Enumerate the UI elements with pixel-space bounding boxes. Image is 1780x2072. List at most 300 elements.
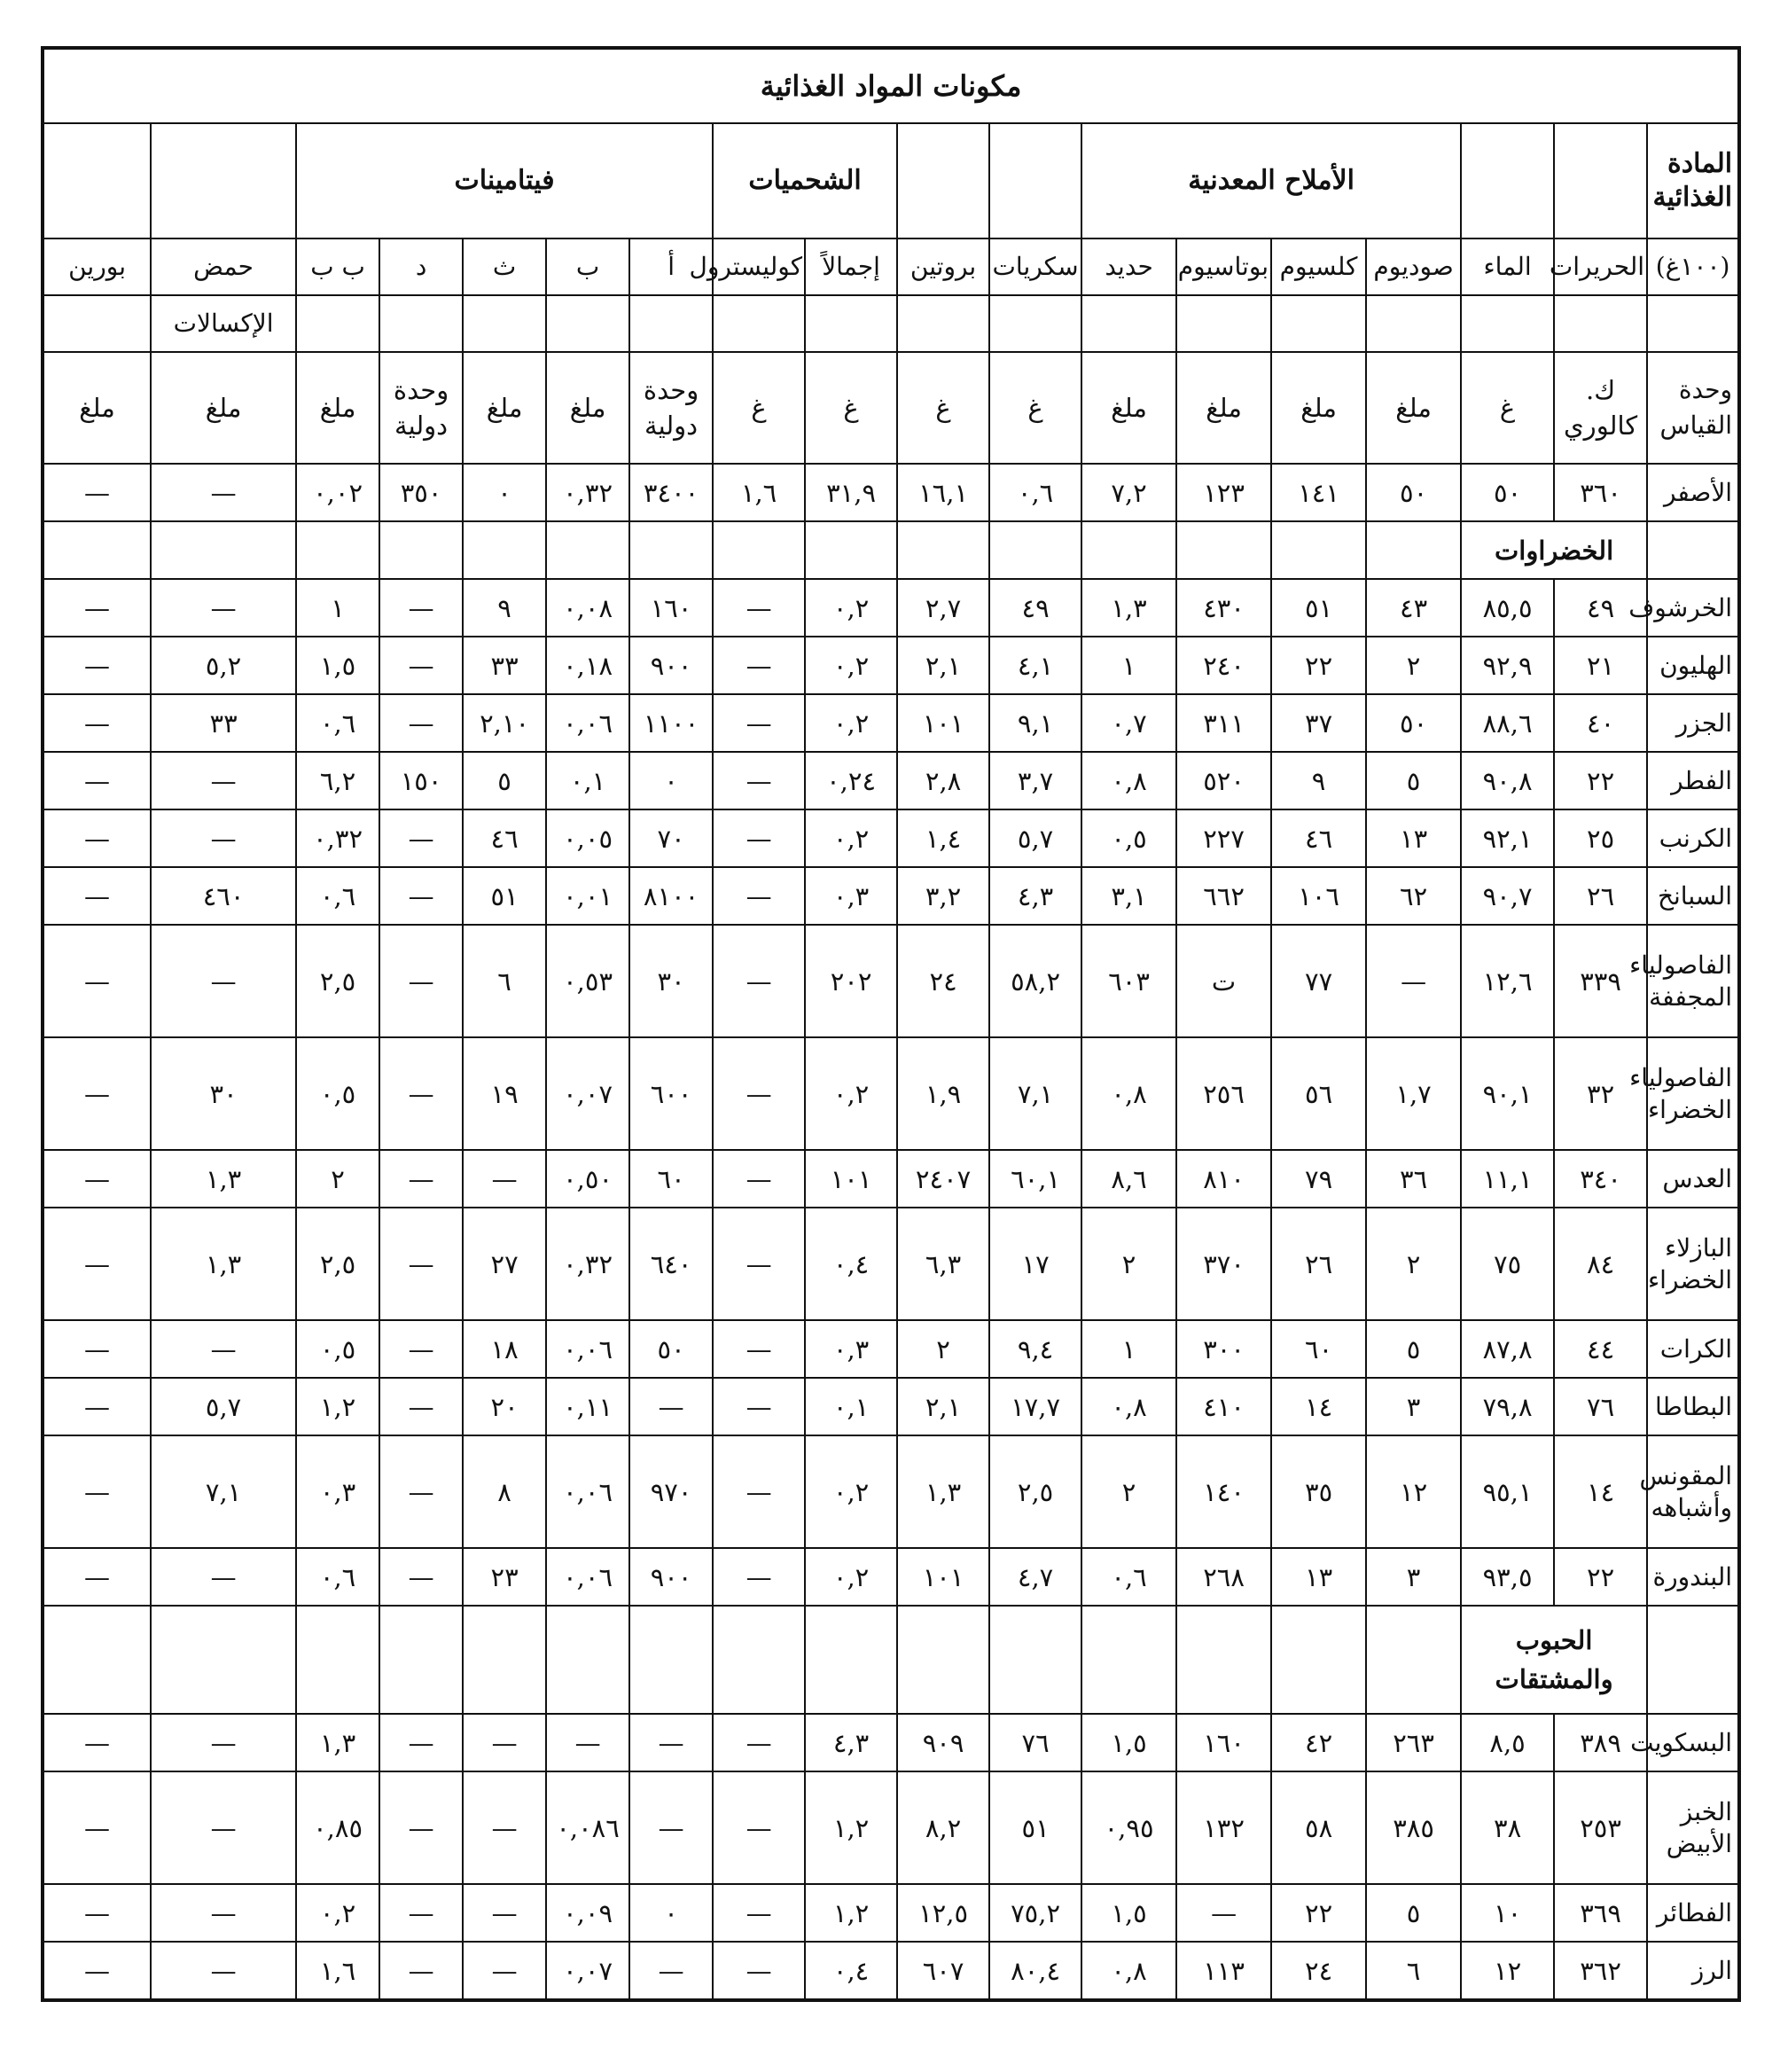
value-cell: — xyxy=(713,1150,805,1208)
value-cell: — xyxy=(713,579,805,637)
potassium-unit: ملغ xyxy=(1176,352,1271,464)
value-cell: ١١٠٠ xyxy=(629,694,713,752)
value-cell: — xyxy=(713,1884,805,1942)
value-cell: ٧٦ xyxy=(1554,1378,1647,1435)
food-name-cell: الرز xyxy=(1647,1942,1739,2000)
boron-header: بورين xyxy=(43,238,151,295)
value-cell: ١,٣ xyxy=(1081,579,1176,637)
value-cell: ١٢ xyxy=(1461,1942,1554,2000)
value-cell: ٣٧٠ xyxy=(1176,1208,1271,1320)
value-cell: — xyxy=(713,1435,805,1548)
units-row xyxy=(43,352,1739,464)
value-cell: — xyxy=(151,1942,296,2000)
value-cell: ٢ xyxy=(296,1150,379,1208)
value-cell: — xyxy=(43,867,151,925)
value-cell: ٨,٥ xyxy=(1461,1714,1554,1771)
value-cell: ١,٢ xyxy=(805,1771,897,1884)
value-cell: ٢٦ xyxy=(1554,867,1647,925)
value-cell: ٠,٢ xyxy=(805,1037,897,1150)
value-cell: ٠,٤ xyxy=(805,1942,897,2000)
protein-header: بروتين xyxy=(897,238,989,295)
value-cell: — xyxy=(463,1150,546,1208)
value-cell: — xyxy=(463,1942,546,2000)
value-cell: ٠ xyxy=(463,464,546,521)
value-cell: ٥٢٠ xyxy=(1176,752,1271,809)
value-cell: ٦٦٢ xyxy=(1176,867,1271,925)
value-cell: — xyxy=(713,809,805,867)
value-cell: ٥٨ xyxy=(1271,1771,1366,1884)
value-cell: — xyxy=(43,1150,151,1208)
value-cell: — xyxy=(43,752,151,809)
column-header-row xyxy=(43,238,1739,295)
value-cell: ٧٧ xyxy=(1271,925,1366,1037)
section-row xyxy=(43,521,1739,579)
oxalic-acid-unit: ملغ xyxy=(151,352,296,464)
table-row xyxy=(43,809,1739,867)
value-cell: ٠,٣ xyxy=(296,1435,379,1548)
vitamin-a-unit: وحدة دولية xyxy=(629,352,713,464)
value-cell: ٣٦ xyxy=(1366,1150,1461,1208)
value-cell: ٠,٥٣ xyxy=(546,925,629,1037)
value-cell: — xyxy=(43,1714,151,1771)
value-cell: ٢,٥ xyxy=(296,1208,379,1320)
value-cell: — xyxy=(379,925,463,1037)
food-name-cell: الخرشوف xyxy=(1647,579,1739,637)
food-name-cell: الأصفر xyxy=(1647,464,1739,521)
value-cell: ٠,٠٢ xyxy=(296,464,379,521)
food-composition-table xyxy=(41,46,1741,2002)
value-cell: ٣٣ xyxy=(463,637,546,694)
value-cell: ٢٦٨ xyxy=(1176,1548,1271,1606)
value-cell: ٢٢٧ xyxy=(1176,809,1271,867)
table-row xyxy=(43,637,1739,694)
value-cell: ١٢,٥ xyxy=(897,1884,989,1942)
value-cell: ٤,٧ xyxy=(989,1548,1081,1606)
value-cell: ٠,٣٢ xyxy=(546,1208,629,1320)
table-row xyxy=(43,867,1739,925)
value-cell: ١ xyxy=(296,579,379,637)
value-cell: ٠,٦ xyxy=(989,464,1081,521)
value-cell: — xyxy=(379,1378,463,1435)
table-row xyxy=(43,694,1739,752)
value-cell: ٥٠ xyxy=(629,1320,713,1378)
value-cell: ٧٩ xyxy=(1271,1150,1366,1208)
value-cell: ٦٠ xyxy=(629,1150,713,1208)
value-cell: — xyxy=(713,1771,805,1884)
value-cell: ١٥٠ xyxy=(379,752,463,809)
value-cell: ١,٥ xyxy=(1081,1884,1176,1942)
value-cell: ٠,٨ xyxy=(1081,1037,1176,1150)
value-cell: ٨٥,٥ xyxy=(1461,579,1554,637)
food-name-cell: البسكويت xyxy=(1647,1714,1739,1771)
value-cell: — xyxy=(379,1435,463,1548)
value-cell: ٩٢,١ xyxy=(1461,809,1554,867)
value-cell: ٣٨٥ xyxy=(1366,1771,1461,1884)
value-cell: ٠,٠٧ xyxy=(546,1942,629,2000)
vitamin-b-unit: ملغ xyxy=(546,352,629,464)
calories-unit: ك. كالوري xyxy=(1554,352,1647,464)
value-cell: ٠,٨٥ xyxy=(296,1771,379,1884)
value-cell: ٨٧,٨ xyxy=(1461,1320,1554,1378)
value-cell: ١٠ xyxy=(1461,1884,1554,1942)
value-cell: ٢٦٣ xyxy=(1366,1714,1461,1771)
value-cell: ٨١٠ xyxy=(1176,1150,1271,1208)
value-cell: ١٧,٧ xyxy=(989,1378,1081,1435)
value-cell: ٢,١٠ xyxy=(463,694,546,752)
value-cell: — xyxy=(713,1208,805,1320)
value-cell: ٦٤٠ xyxy=(629,1208,713,1320)
value-cell: ١٣٢ xyxy=(1176,1771,1271,1884)
value-cell: ٢٢ xyxy=(1554,752,1647,809)
food-name-cell: البازلاء الخضراء xyxy=(1647,1208,1739,1320)
table-row xyxy=(43,1771,1739,1884)
table-row xyxy=(43,1378,1739,1435)
value-cell: — xyxy=(43,1208,151,1320)
value-cell: ١٠١ xyxy=(897,1548,989,1606)
value-cell: — xyxy=(151,1771,296,1884)
value-cell: ١٤ xyxy=(1554,1435,1647,1548)
value-cell: ٨٠,٤ xyxy=(989,1942,1081,2000)
value-cell: ٥٠ xyxy=(1366,694,1461,752)
value-cell: ٢٤٠٧ xyxy=(897,1150,989,1208)
value-cell: ٤٩ xyxy=(989,579,1081,637)
value-cell: ٤٠ xyxy=(1554,694,1647,752)
value-cell: ٣٢ xyxy=(1554,1037,1647,1150)
value-cell: ٠,٠٧ xyxy=(546,1037,629,1150)
value-cell: ٩٠٠ xyxy=(629,637,713,694)
value-cell: ٠,٠٦ xyxy=(546,1320,629,1378)
value-cell: ٢,١ xyxy=(897,637,989,694)
value-cell: ٢٣ xyxy=(463,1548,546,1606)
value-cell: ٣,١ xyxy=(1081,867,1176,925)
value-cell: ٣٤٠ xyxy=(1554,1150,1647,1208)
value-cell: — xyxy=(379,1208,463,1320)
value-cell: ٢,١ xyxy=(897,1378,989,1435)
value-cell: ٩٠,١ xyxy=(1461,1037,1554,1150)
value-cell: ٧٦ xyxy=(989,1714,1081,1771)
value-cell: ١,٢ xyxy=(805,1884,897,1942)
value-cell: ١٠١ xyxy=(897,694,989,752)
value-cell: — xyxy=(43,1884,151,1942)
vitamin-bb-unit: ملغ xyxy=(296,352,379,464)
food-name-cell: الفاصولياء المجففة xyxy=(1647,925,1739,1037)
cholesterol-unit: غ xyxy=(713,352,805,464)
value-cell: ٠,٠٨ xyxy=(546,579,629,637)
value-cell: ٣٠ xyxy=(629,925,713,1037)
food-name-cell: العدس xyxy=(1647,1150,1739,1208)
value-cell: ٢١ xyxy=(1554,637,1647,694)
value-cell: ٤٣ xyxy=(1366,579,1461,637)
value-cell: — xyxy=(713,867,805,925)
value-cell: ٢٢ xyxy=(1271,1884,1366,1942)
value-cell: ٣٨ xyxy=(1461,1771,1554,1884)
value-cell: ٥٨,٢ xyxy=(989,925,1081,1037)
table-body xyxy=(43,48,1739,2000)
value-cell: ١٦,١ xyxy=(897,464,989,521)
blank-header-cell xyxy=(43,123,151,238)
value-cell: ٤٦٠ xyxy=(151,867,296,925)
value-cell: ٦٠ xyxy=(1271,1320,1366,1378)
value-cell: ١,٥ xyxy=(1081,1714,1176,1771)
table-row xyxy=(43,1942,1739,2000)
value-cell: ٢,٧ xyxy=(897,579,989,637)
potassium-header: بوتاسيوم xyxy=(1176,238,1271,295)
calories-header: الحريرات xyxy=(1554,238,1647,295)
boron-unit: ملغ xyxy=(43,352,151,464)
value-cell: — xyxy=(379,1150,463,1208)
value-cell: ٥١ xyxy=(1271,579,1366,637)
value-cell: ١٢,٦ xyxy=(1461,925,1554,1037)
value-cell: ٢ xyxy=(1366,1208,1461,1320)
value-cell: — xyxy=(379,1548,463,1606)
value-cell: — xyxy=(379,867,463,925)
value-cell: ٠ xyxy=(629,752,713,809)
value-cell: ١٧ xyxy=(989,1208,1081,1320)
food-name-cell: الخبز الأبيض xyxy=(1647,1771,1739,1884)
table-row xyxy=(43,1037,1739,1150)
value-cell: ٠,٥ xyxy=(1081,809,1176,867)
value-cell: — xyxy=(713,752,805,809)
table-row xyxy=(43,579,1739,637)
value-cell: ٠,١ xyxy=(546,752,629,809)
value-cell: ١٣ xyxy=(1271,1548,1366,1606)
value-cell: ٦٢ xyxy=(1366,867,1461,925)
value-cell: ١٤٠ xyxy=(1176,1435,1271,1548)
value-cell: ٤,١ xyxy=(989,637,1081,694)
vitamin-c-header: ث xyxy=(463,238,546,295)
value-cell: — xyxy=(43,1435,151,1548)
value-cell: ٥ xyxy=(1366,752,1461,809)
blank-header-cell xyxy=(1461,123,1554,238)
value-cell: ٩٠,٧ xyxy=(1461,867,1554,925)
value-cell: — xyxy=(713,1714,805,1771)
food-name-cell: الهليون xyxy=(1647,637,1739,694)
value-cell: ٧٩,٨ xyxy=(1461,1378,1554,1435)
value-cell: — xyxy=(379,637,463,694)
title-row xyxy=(43,48,1739,123)
value-cell: ٠,٣ xyxy=(805,867,897,925)
value-cell: ٢٠ xyxy=(463,1378,546,1435)
value-cell: ٨٨,٦ xyxy=(1461,694,1554,752)
value-cell: ٥,٧ xyxy=(989,809,1081,867)
table-row xyxy=(43,1435,1739,1548)
iron-unit: ملغ xyxy=(1081,352,1176,464)
protein-unit: غ xyxy=(897,352,989,464)
table-row xyxy=(43,1150,1739,1208)
value-cell: ١ xyxy=(1081,1320,1176,1378)
value-cell: — xyxy=(629,1378,713,1435)
value-cell: — xyxy=(629,1714,713,1771)
value-cell: ٦٠,١ xyxy=(989,1150,1081,1208)
table-title: مكونات المواد الغذائية xyxy=(43,48,1739,123)
value-cell: ٠,٨ xyxy=(1081,752,1176,809)
value-cell: — xyxy=(379,1884,463,1942)
total-fat-header: إجمالاً xyxy=(805,238,897,295)
value-cell: — xyxy=(713,694,805,752)
value-cell: ٢٥٣ xyxy=(1554,1771,1647,1884)
value-cell: — xyxy=(43,579,151,637)
value-cell: ٢٤ xyxy=(1271,1942,1366,2000)
value-cell: — xyxy=(43,1320,151,1378)
value-cell: ٠,٠١ xyxy=(546,867,629,925)
value-cell: ٣٧ xyxy=(1271,694,1366,752)
food-item-header: المادة الغذائية xyxy=(1647,123,1739,238)
section-row xyxy=(43,1606,1739,1714)
value-cell: ٩ xyxy=(463,579,546,637)
value-cell: ٠,٠٦ xyxy=(546,1548,629,1606)
value-cell: ٠,٠٦ xyxy=(546,1435,629,1548)
vitamin-d-header: د xyxy=(379,238,463,295)
sugars-unit: غ xyxy=(989,352,1081,464)
value-cell: — xyxy=(151,464,296,521)
value-cell: ٣٠ xyxy=(151,1037,296,1150)
value-cell: — xyxy=(379,694,463,752)
value-cell: ٣٦٩ xyxy=(1554,1884,1647,1942)
value-cell: — xyxy=(379,1714,463,1771)
value-cell: — xyxy=(43,1378,151,1435)
oxalic-acid-header: حمض xyxy=(151,238,296,295)
value-cell: ٩,٤ xyxy=(989,1320,1081,1378)
value-cell: ٠,٤ xyxy=(805,1208,897,1320)
value-cell: — xyxy=(379,1320,463,1378)
value-cell: ١,٢ xyxy=(296,1378,379,1435)
calcium-unit: ملغ xyxy=(1271,352,1366,464)
value-cell: ٩٢,٩ xyxy=(1461,637,1554,694)
value-cell: — xyxy=(546,1714,629,1771)
value-cell: ١١٣ xyxy=(1176,1942,1271,2000)
value-cell: ١٤١ xyxy=(1271,464,1366,521)
value-cell: ٢٤٠ xyxy=(1176,637,1271,694)
value-cell: ٠,٣٢ xyxy=(546,464,629,521)
value-cell: ٣ xyxy=(1366,1548,1461,1606)
value-cell: ١٨ xyxy=(463,1320,546,1378)
value-cell: ٢٥٦ xyxy=(1176,1037,1271,1150)
food-name-cell: الفطائر xyxy=(1647,1884,1739,1942)
value-cell: — xyxy=(629,1771,713,1884)
value-cell: ٩٧٠ xyxy=(629,1435,713,1548)
value-cell: ٠,٦ xyxy=(1081,1548,1176,1606)
value-cell: — xyxy=(43,925,151,1037)
value-cell: ٣٣ xyxy=(151,694,296,752)
nutrition-sheet xyxy=(41,46,1741,2002)
value-cell: ١,٣ xyxy=(897,1435,989,1548)
food-name-cell: المقونس وأشباهه xyxy=(1647,1435,1739,1548)
value-cell: ٤٦ xyxy=(463,809,546,867)
value-cell: ٠,٩٥ xyxy=(1081,1771,1176,1884)
value-cell: — xyxy=(151,925,296,1037)
value-cell: ٢٧ xyxy=(463,1208,546,1320)
value-cell: ٤,٣ xyxy=(805,1714,897,1771)
value-cell: ٧٠ xyxy=(629,809,713,867)
calcium-header: كلسيوم xyxy=(1271,238,1366,295)
blank-header-cell xyxy=(1554,123,1647,238)
value-cell: ١,٩ xyxy=(897,1037,989,1150)
blank-header-cell xyxy=(151,123,296,238)
value-cell: ٤٣٠ xyxy=(1176,579,1271,637)
value-cell: ٦,٢ xyxy=(296,752,379,809)
section-label: الحبوب والمشتقات xyxy=(1461,1606,1647,1714)
value-cell: ٣,٢ xyxy=(897,867,989,925)
value-cell: ٤٤ xyxy=(1554,1320,1647,1378)
food-name-cell: الفطر xyxy=(1647,752,1739,809)
food-name-cell: الكرات xyxy=(1647,1320,1739,1378)
value-cell: ٢٥ xyxy=(1554,809,1647,867)
blank-header-cell xyxy=(989,123,1081,238)
value-cell: ٦٠٣ xyxy=(1081,925,1176,1037)
value-cell: ٨١٠٠ xyxy=(629,867,713,925)
value-cell: ٠,١ xyxy=(805,1378,897,1435)
vitamin-d-unit: وحدة دولية xyxy=(379,352,463,464)
value-cell: ٥,٢ xyxy=(151,637,296,694)
value-cell: ٥,٧ xyxy=(151,1378,296,1435)
value-cell: ٠,٢ xyxy=(805,579,897,637)
value-cell: ١٣ xyxy=(1366,809,1461,867)
value-cell: ٠,٥٠ xyxy=(546,1150,629,1208)
value-cell: ٩٥,١ xyxy=(1461,1435,1554,1548)
value-cell: ٤٢ xyxy=(1271,1714,1366,1771)
per-100g-header: (١٠٠غ) xyxy=(1647,238,1739,295)
value-cell: — xyxy=(43,809,151,867)
food-name-cell: السبانخ xyxy=(1647,867,1739,925)
value-cell: — xyxy=(379,1942,463,2000)
value-cell: ٤٩ xyxy=(1554,579,1647,637)
value-cell: ١٠٦ xyxy=(1271,867,1366,925)
value-cell: ٢,٥ xyxy=(989,1435,1081,1548)
table-row xyxy=(43,1548,1739,1606)
value-cell: — xyxy=(463,1771,546,1884)
sodium-header: صوديوم xyxy=(1366,238,1461,295)
value-cell: ٣١,٩ xyxy=(805,464,897,521)
vitamins-header: فيتامينات xyxy=(296,123,713,238)
vitamin-b-header: ب xyxy=(546,238,629,295)
value-cell: ٢ xyxy=(897,1320,989,1378)
value-cell: ١,٣ xyxy=(296,1714,379,1771)
value-cell: ٠,٢ xyxy=(805,1548,897,1606)
water-unit: غ xyxy=(1461,352,1554,464)
minerals-header: الأملاح المعدنية xyxy=(1081,123,1461,238)
value-cell: ٥٦ xyxy=(1271,1037,1366,1150)
value-cell: — xyxy=(151,1714,296,1771)
value-cell: ١,٣ xyxy=(151,1208,296,1320)
value-cell: — xyxy=(463,1714,546,1771)
value-cell: ٠,٠٥ xyxy=(546,809,629,867)
value-cell: ٦ xyxy=(1366,1942,1461,2000)
value-cell: — xyxy=(1366,925,1461,1037)
food-name-cell: الكرنب xyxy=(1647,809,1739,867)
value-cell: — xyxy=(151,579,296,637)
value-cell: ٢,٨ xyxy=(897,752,989,809)
value-cell: ٣٥٠ xyxy=(379,464,463,521)
value-cell: ٣١١ xyxy=(1176,694,1271,752)
value-cell: ١٢ xyxy=(1366,1435,1461,1548)
fats-header: الشحميات xyxy=(713,123,897,238)
value-cell: ٠,٢ xyxy=(296,1884,379,1942)
value-cell: ٠,٧ xyxy=(1081,694,1176,752)
value-cell: — xyxy=(713,1378,805,1435)
value-cell: ٦ xyxy=(463,925,546,1037)
value-cell: ٢ xyxy=(1081,1208,1176,1320)
value-cell: ٠,٢ xyxy=(805,1435,897,1548)
value-cell: ٣٠٠ xyxy=(1176,1320,1271,1378)
value-cell: — xyxy=(43,637,151,694)
value-cell: ٩ xyxy=(1271,752,1366,809)
value-cell: — xyxy=(713,1942,805,2000)
value-cell: ٨,٦ xyxy=(1081,1150,1176,1208)
value-cell: ٥ xyxy=(463,752,546,809)
value-cell: ٠,٣ xyxy=(805,1320,897,1378)
value-cell: ١,٤ xyxy=(897,809,989,867)
value-cell: ٣,٧ xyxy=(989,752,1081,809)
